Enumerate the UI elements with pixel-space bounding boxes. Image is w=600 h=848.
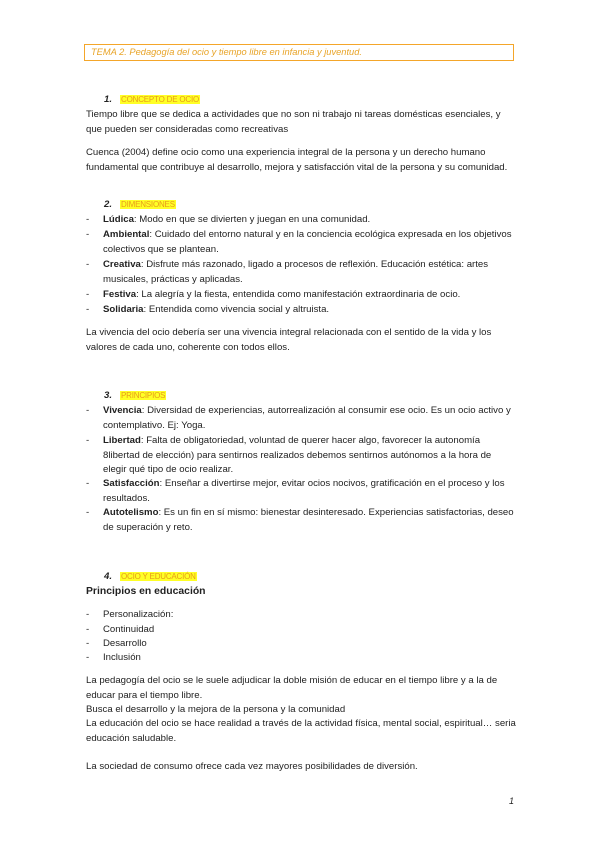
bullet: - bbox=[86, 289, 90, 300]
item-text: Personalización: bbox=[103, 609, 174, 620]
item-term: Satisfacción bbox=[103, 478, 160, 489]
item-text: : Cuidado del entorno natural y en la conciencia ecológica expresada en los objetivos colectivos que se plantean. bbox=[103, 229, 512, 255]
paragraph: La pedagogía del ocio se le suele adjudicar la doble misión de educar en el tiempo libre y a la de educar para el tiempo libre. bbox=[86, 675, 498, 701]
section-2-heading bbox=[104, 198, 176, 213]
list-item bbox=[86, 477, 516, 506]
paragraph: La sociedad de consumo ofrece cada vez mayores posibilidades de diversión. bbox=[86, 761, 418, 772]
item-text: : Es un fin en sí mismo: bienestar desinteresado. Experiencias satisfactorias, deseo de superación y reto. bbox=[103, 507, 514, 533]
list-item bbox=[86, 651, 516, 666]
item-term: Lúdica bbox=[103, 214, 134, 225]
document-title: TEMA 2. Pedagogía del ocio y tiempo libre en infancia y juventud. bbox=[91, 47, 362, 57]
list-item bbox=[86, 213, 516, 228]
list-item bbox=[86, 303, 516, 318]
subheading: Principios en educación bbox=[86, 586, 206, 597]
list-item bbox=[86, 258, 516, 287]
title-box bbox=[84, 44, 514, 61]
item-text: : Modo en que se divierten y juegan en una comunidad. bbox=[133, 214, 371, 225]
bullet: - bbox=[86, 609, 90, 620]
list-item bbox=[86, 506, 516, 535]
list-item bbox=[86, 228, 516, 257]
bullet: - bbox=[86, 214, 90, 225]
paragraph: Cuenca (2004) define ocio como una experiencia integral de la persona y un derecho humano fundamental que contribuye al desarrollo, mejora y satisfacción vital de la persona y su comunidad. bbox=[86, 147, 508, 173]
item-text: Inclusión bbox=[103, 652, 141, 663]
item-text: : Diversidad de experiencias, autorrealización al consumir ese ocio. Es un ocio activo y contemplativo. Ej: Yoga. bbox=[103, 405, 511, 431]
section-number: 4. bbox=[104, 571, 113, 582]
item-text: : La alegría y la fiesta, entendida como manifestación extraordinaria de ocio. bbox=[136, 289, 461, 300]
item-term: Vivencia bbox=[103, 405, 142, 416]
list-item bbox=[86, 404, 516, 433]
bullet: - bbox=[86, 259, 90, 270]
list-item bbox=[86, 608, 516, 623]
item-term: Ambiental bbox=[103, 229, 150, 240]
item-text: Continuidad bbox=[103, 624, 155, 635]
bullet: - bbox=[86, 435, 90, 446]
list-item bbox=[86, 434, 516, 478]
section-label: DIMENSIONES bbox=[121, 200, 175, 209]
section-number: 1. bbox=[104, 94, 113, 105]
item-term: Libertad bbox=[103, 435, 141, 446]
section-4-heading bbox=[104, 570, 197, 585]
bullet: - bbox=[86, 229, 90, 240]
item-term: Solidaria bbox=[103, 304, 144, 315]
bullet: - bbox=[86, 507, 90, 518]
item-text: : Entendida como vivencia social y altruista. bbox=[143, 304, 330, 315]
item-text: : Disfrute más razonado, ligado a procesos de reflexión. Educación estética: artes musicales, prácticas y aplicadas. bbox=[103, 259, 489, 285]
list-item bbox=[86, 637, 516, 652]
section-label: OCIO Y EDUCACIÓN bbox=[121, 572, 196, 581]
section-label: CONCEPTO DE OCIO bbox=[121, 95, 200, 104]
bullet: - bbox=[86, 624, 90, 635]
bullet: - bbox=[86, 405, 90, 416]
list-item bbox=[86, 623, 516, 638]
page-number: 1 bbox=[508, 796, 514, 806]
bullet: - bbox=[86, 304, 90, 315]
item-term: Creativa bbox=[103, 259, 141, 270]
item-term: Festiva bbox=[103, 289, 137, 300]
section-number: 3. bbox=[104, 390, 113, 401]
section-3-heading bbox=[104, 389, 166, 404]
list-item bbox=[86, 288, 516, 303]
section-number: 2. bbox=[104, 199, 113, 210]
item-text: Desarrollo bbox=[103, 638, 147, 649]
section-1-heading bbox=[104, 93, 200, 108]
item-text: : Enseñar a divertirse mejor, evitar ocios nocivos, gratificación en el proceso y los resultados. bbox=[103, 478, 505, 504]
bullet: - bbox=[86, 638, 90, 649]
paragraph: Tiempo libre que se dedica a actividades que no son ni trabajo ni tareas domésticas esenciales, y que pueden ser consideradas como recreativas bbox=[86, 109, 501, 135]
section-label: PRINCIPIOS bbox=[121, 391, 166, 400]
paragraph: La vivencia del ocio debería ser una vivencia integral relacionada con el sentido de la vida y los valores de cada uno, coherente con todos ellos. bbox=[86, 327, 492, 353]
item-text: : Falta de obligatoriedad, voluntad de querer hacer algo, favorecer la autonomía 8libertad de elección) para sentirnos realizados debemos sentirnos autónomos a la hora de elegir qué tipo de ocio realizar. bbox=[103, 435, 492, 476]
bullet: - bbox=[86, 652, 90, 663]
paragraph: Busca el desarrollo y la mejora de la persona y la comunidad bbox=[86, 704, 346, 715]
bullet: - bbox=[86, 478, 90, 489]
item-term: Autotelismo bbox=[103, 507, 159, 518]
paragraph: La educación del ocio se hace realidad a través de la actividad física, mental social, espiritual… seria educación saludable. bbox=[86, 718, 516, 744]
